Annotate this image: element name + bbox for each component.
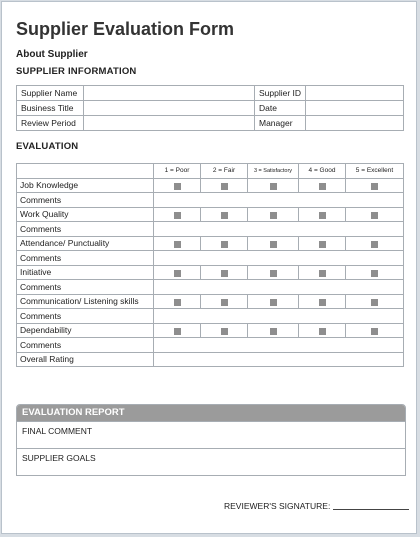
comments-row [17, 251, 404, 266]
rating-cell[interactable] [201, 207, 248, 222]
comments-label: Comments [17, 251, 154, 266]
comments-row [17, 309, 404, 324]
rating-cell[interactable] [201, 323, 248, 338]
rating-cell[interactable] [299, 178, 346, 193]
checkbox-square-icon[interactable] [319, 212, 326, 219]
date-field[interactable] [306, 101, 404, 116]
comments-label: Comments [17, 222, 154, 237]
checkbox-square-icon[interactable] [270, 299, 277, 306]
business-title-field[interactable] [84, 101, 255, 116]
checkbox-square-icon[interactable] [174, 212, 181, 219]
rating-cell[interactable] [299, 323, 346, 338]
rating-cell[interactable] [248, 178, 299, 193]
rating-cell[interactable] [346, 207, 404, 222]
comments-field[interactable] [154, 251, 404, 266]
rating-cell[interactable] [248, 236, 299, 251]
rating-cell[interactable] [248, 207, 299, 222]
rating-header-4: 4 = Good [299, 164, 346, 179]
checkbox-square-icon[interactable] [371, 241, 378, 248]
checkbox-square-icon[interactable] [270, 270, 277, 277]
criteria-label: Dependability [17, 323, 154, 338]
checkbox-square-icon[interactable] [319, 241, 326, 248]
rating-cell[interactable] [154, 178, 201, 193]
comments-field[interactable] [154, 309, 404, 324]
checkbox-square-icon[interactable] [221, 270, 228, 277]
checkbox-square-icon[interactable] [221, 299, 228, 306]
comments-field[interactable] [154, 280, 404, 295]
rating-cell[interactable] [299, 236, 346, 251]
checkbox-square-icon[interactable] [174, 183, 181, 190]
signature-label: REVIEWER'S SIGNATURE: [224, 501, 331, 511]
review-period-field[interactable] [84, 116, 255, 131]
supplier-name-label: Supplier Name [17, 86, 84, 101]
rating-cell[interactable] [346, 265, 404, 280]
comments-row [17, 193, 404, 208]
evaluation-report-heading: EVALUATION REPORT [17, 405, 405, 421]
rating-cell[interactable] [154, 294, 201, 309]
about-supplier-label: About Supplier [16, 49, 88, 60]
comments-label: Comments [17, 280, 154, 295]
checkbox-square-icon[interactable] [270, 212, 277, 219]
criteria-label: Initiative [17, 265, 154, 280]
rating-cell[interactable] [346, 236, 404, 251]
rating-header-2: 2 = Fair [201, 164, 248, 179]
rating-header-5: 5 = Excellent [346, 164, 404, 179]
business-title-label: Business Title [17, 101, 84, 116]
rating-cell[interactable] [201, 236, 248, 251]
comments-row [17, 222, 404, 237]
final-comment-label: FINAL COMMENT [22, 426, 93, 436]
comments-row [17, 338, 404, 353]
checkbox-square-icon[interactable] [174, 299, 181, 306]
criteria-row [17, 294, 404, 309]
comments-label: Comments [17, 338, 154, 353]
evaluation-report-section [16, 404, 406, 476]
supplier-info-table [16, 85, 404, 131]
manager-field[interactable] [306, 116, 404, 131]
rating-cell[interactable] [201, 294, 248, 309]
evaluation-table [16, 163, 404, 367]
rating-cell[interactable] [201, 265, 248, 280]
rating-cell[interactable] [248, 323, 299, 338]
checkbox-square-icon[interactable] [371, 212, 378, 219]
reviewer-signature [224, 501, 409, 511]
criteria-label: Job Knowledge [17, 178, 154, 193]
criteria-row [17, 236, 404, 251]
supplier-id-field[interactable] [306, 86, 404, 101]
rating-cell[interactable] [299, 207, 346, 222]
rating-cell[interactable] [346, 323, 404, 338]
criteria-row [17, 178, 404, 193]
supplier-goals-field[interactable] [17, 448, 405, 475]
rating-cell[interactable] [201, 178, 248, 193]
comments-field[interactable] [154, 338, 404, 353]
criteria-row [17, 207, 404, 222]
checkbox-square-icon[interactable] [270, 183, 277, 190]
criteria-label: Communication/ Listening skills [17, 294, 154, 309]
checkbox-square-icon[interactable] [371, 328, 378, 335]
form-page [1, 1, 417, 534]
checkbox-square-icon[interactable] [221, 183, 228, 190]
comments-label: Comments [17, 193, 154, 208]
checkbox-square-icon[interactable] [174, 270, 181, 277]
page-title: Supplier Evaluation Form [16, 19, 235, 39]
supplier-name-field[interactable] [84, 86, 255, 101]
review-period-label: Review Period [17, 116, 84, 131]
comments-row [17, 280, 404, 295]
rating-header-1: 1 = Poor [154, 164, 201, 179]
manager-label: Manager [255, 116, 306, 131]
overall-rating-label: Overall Rating [17, 352, 154, 367]
criteria-row [17, 323, 404, 338]
criteria-row [17, 265, 404, 280]
comments-field[interactable] [154, 222, 404, 237]
rating-cell[interactable] [154, 236, 201, 251]
signature-line[interactable] [333, 509, 409, 510]
date-label: Date [255, 101, 306, 116]
rating-cell[interactable] [346, 178, 404, 193]
comments-label: Comments [17, 309, 154, 324]
criteria-header-cell [17, 164, 154, 179]
checkbox-square-icon[interactable] [221, 212, 228, 219]
checkbox-square-icon[interactable] [319, 183, 326, 190]
rating-cell[interactable] [248, 294, 299, 309]
criteria-label: Attendance/ Punctuality [17, 236, 154, 251]
rating-cell[interactable] [248, 265, 299, 280]
checkbox-square-icon[interactable] [319, 328, 326, 335]
checkbox-square-icon[interactable] [319, 270, 326, 277]
rating-cell[interactable] [346, 294, 404, 309]
rating-cell[interactable] [154, 207, 201, 222]
evaluation-heading: EVALUATION [16, 141, 79, 152]
checkbox-square-icon[interactable] [371, 183, 378, 190]
overall-rating-field[interactable] [154, 352, 404, 367]
checkbox-square-icon[interactable] [174, 241, 181, 248]
checkbox-square-icon[interactable] [174, 328, 181, 335]
comments-field[interactable] [154, 193, 404, 208]
rating-cell[interactable] [154, 265, 201, 280]
rating-cell[interactable] [299, 265, 346, 280]
checkbox-square-icon[interactable] [319, 299, 326, 306]
final-comment-field[interactable] [17, 421, 405, 448]
supplier-goals-label: SUPPLIER GOALS [22, 453, 96, 463]
checkbox-square-icon[interactable] [371, 270, 378, 277]
checkbox-square-icon[interactable] [221, 241, 228, 248]
overall-rating-row [17, 352, 404, 367]
supplier-id-label: Supplier ID [255, 86, 306, 101]
checkbox-square-icon[interactable] [221, 328, 228, 335]
criteria-label: Work Quality [17, 207, 154, 222]
rating-cell[interactable] [299, 294, 346, 309]
rating-header-3: 3 = Satisfactory [248, 164, 299, 179]
supplier-info-heading: SUPPLIER INFORMATION [16, 66, 137, 77]
rating-cell[interactable] [154, 323, 201, 338]
checkbox-square-icon[interactable] [270, 241, 277, 248]
checkbox-square-icon[interactable] [270, 328, 277, 335]
checkbox-square-icon[interactable] [371, 299, 378, 306]
